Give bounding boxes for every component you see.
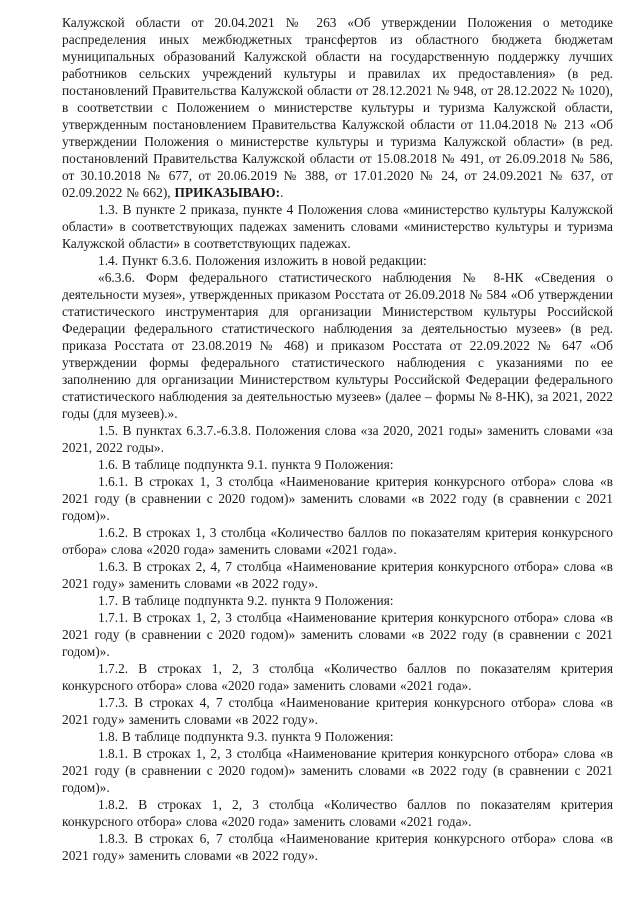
paragraph-1-6-3: 1.6.3. В строках 2, 4, 7 столбца «Наименование критерия конкурсного отбора» слова «в 2021 году» заменить словами «в 2022 году». (62, 559, 613, 591)
paragraph-1-7: 1.7. В таблице подпункта 9.2. пункта 9 Положения: (98, 593, 394, 608)
paragraph-1-8-2: 1.8.2. В строках 1, 2, 3 столбца «Количество баллов по показателям критерия конкурсного отбора» слова «2020 года» заменить словами «2021 года». (62, 797, 613, 829)
preamble-text: Калужской области от 20.04.2021 № 263 «Об утверждении Положения о методике распределения иных межбюджетных трансфертов из областного бюджета бюджетам муниципальных образований Калужской области на государственную поддержку лучших работников сельских учреждений культуры и правилах их предоставления» (в ред. постановлений Правительства Калужской области от 28.12.2021 № 948, от 28.12.2022 № 1020), в соответствии с Положением о министерстве культуры и туризма Калужской области, утвержденным постановлением Правительства Калужской области от 11.04.2018 № 213 «Об утверждении Положения о министерстве культуры и туризма Калужской области» (в ред. постановлений Правительства Калужской области от 15.08.2018 № 491, от 26.09.2018 № 586, от 30.10.2018 № 677, от 20.06.2019 № 388, от 17.01.2020 № 24, от 24.09.2021 № 637, от 02.09.2022 № 662), (62, 15, 613, 200)
paragraph-1-7-1: 1.7.1. В строках 1, 2, 3 столбца «Наименование критерия конкурсного отбора» слова «в 2021 году (в сравнении с 2020 годом)» заменить словами «в 2022 году (в сравнении с 2021 годом)». (62, 610, 613, 659)
paragraph-1-7-3: 1.7.3. В строках 4, 7 столбца «Наименование критерия конкурсного отбора» слова «в 2021 году» заменить словами «в 2022 году». (62, 695, 613, 727)
order-keyword-tail: . (280, 185, 284, 200)
paragraph-1-6-2: 1.6.2. В строках 1, 3 столбца «Количество баллов по показателям критерия конкурсного отбора» слова «2020 года» заменить словами «2021 года». (62, 525, 613, 557)
paragraph-preamble (62, 14, 613, 201)
paragraph-6-3-6-quote: «6.3.6. Форм федерального статистического наблюдения № 8-НК «Сведения о деятельности музея», утвержденных приказом Росстата от 26.09.2018 № 584 «Об утверждении статистического инструментария для организации Министерством культуры Российской Федерации федерального статистического наблюдения за деятельностью музеев» (в ред. приказа Росстата от 23.08.2019 № 468) и приказом Росстата от 22.09.2022 № 647 «Об утверждении формы федерального статистического наблюдения с указаниями по ее заполнению для организации Министерством культуры Российской Федерации федерального статистического наблюдения за деятельностью музеев» (далее – формы № 8-НК), за 2021, 2022 годы (для музеев).». (62, 270, 613, 421)
paragraph-1-8: 1.8. В таблице подпункта 9.3. пункта 9 Положения: (98, 729, 394, 744)
paragraph-1-8-1: 1.8.1. В строках 1, 2, 3 столбца «Наименование критерия конкурсного отбора» слова «в 2021 году (в сравнении с 2020 годом)» заменить словами «в 2022 году (в сравнении с 2021 годом)». (62, 746, 613, 795)
paragraph-1-3: 1.3. В пункте 2 приказа, пункте 4 Положения слова «министерство культуры Калужской области» в соответствующих падежах заменить словами «министерство культуры и туризма Калужской области» в соответствующих падежах. (62, 202, 613, 251)
paragraph-1-6-1: 1.6.1. В строках 1, 3 столбца «Наименование критерия конкурсного отбора» слова «в 2021 году (в сравнении с 2020 годом)» заменить словами «в 2022 году (в сравнении с 2021 годом)». (62, 474, 613, 523)
paragraph-1-4: 1.4. Пункт 6.3.6. Положения изложить в новой редакции: (98, 253, 427, 268)
paragraph-1-7-2: 1.7.2. В строках 1, 2, 3 столбца «Количество баллов по показателям критерия конкурсного отбора» слова «2020 года» заменить словами «2021 года». (62, 661, 613, 693)
paragraph-1-5: 1.5. В пунктах 6.3.7.-6.3.8. Положения слова «за 2020, 2021 годы» заменить словами «за 2021, 2022 годы». (62, 423, 613, 455)
paragraph-1-8-3: 1.8.3. В строках 6, 7 столбца «Наименование критерия конкурсного отбора» слова «в 2021 году» заменить словами «в 2022 году». (62, 831, 613, 863)
order-keyword: ПРИКАЗЫВАЮ: (174, 185, 281, 200)
paragraph-1-6: 1.6. В таблице подпункта 9.1. пункта 9 Положения: (98, 457, 394, 472)
